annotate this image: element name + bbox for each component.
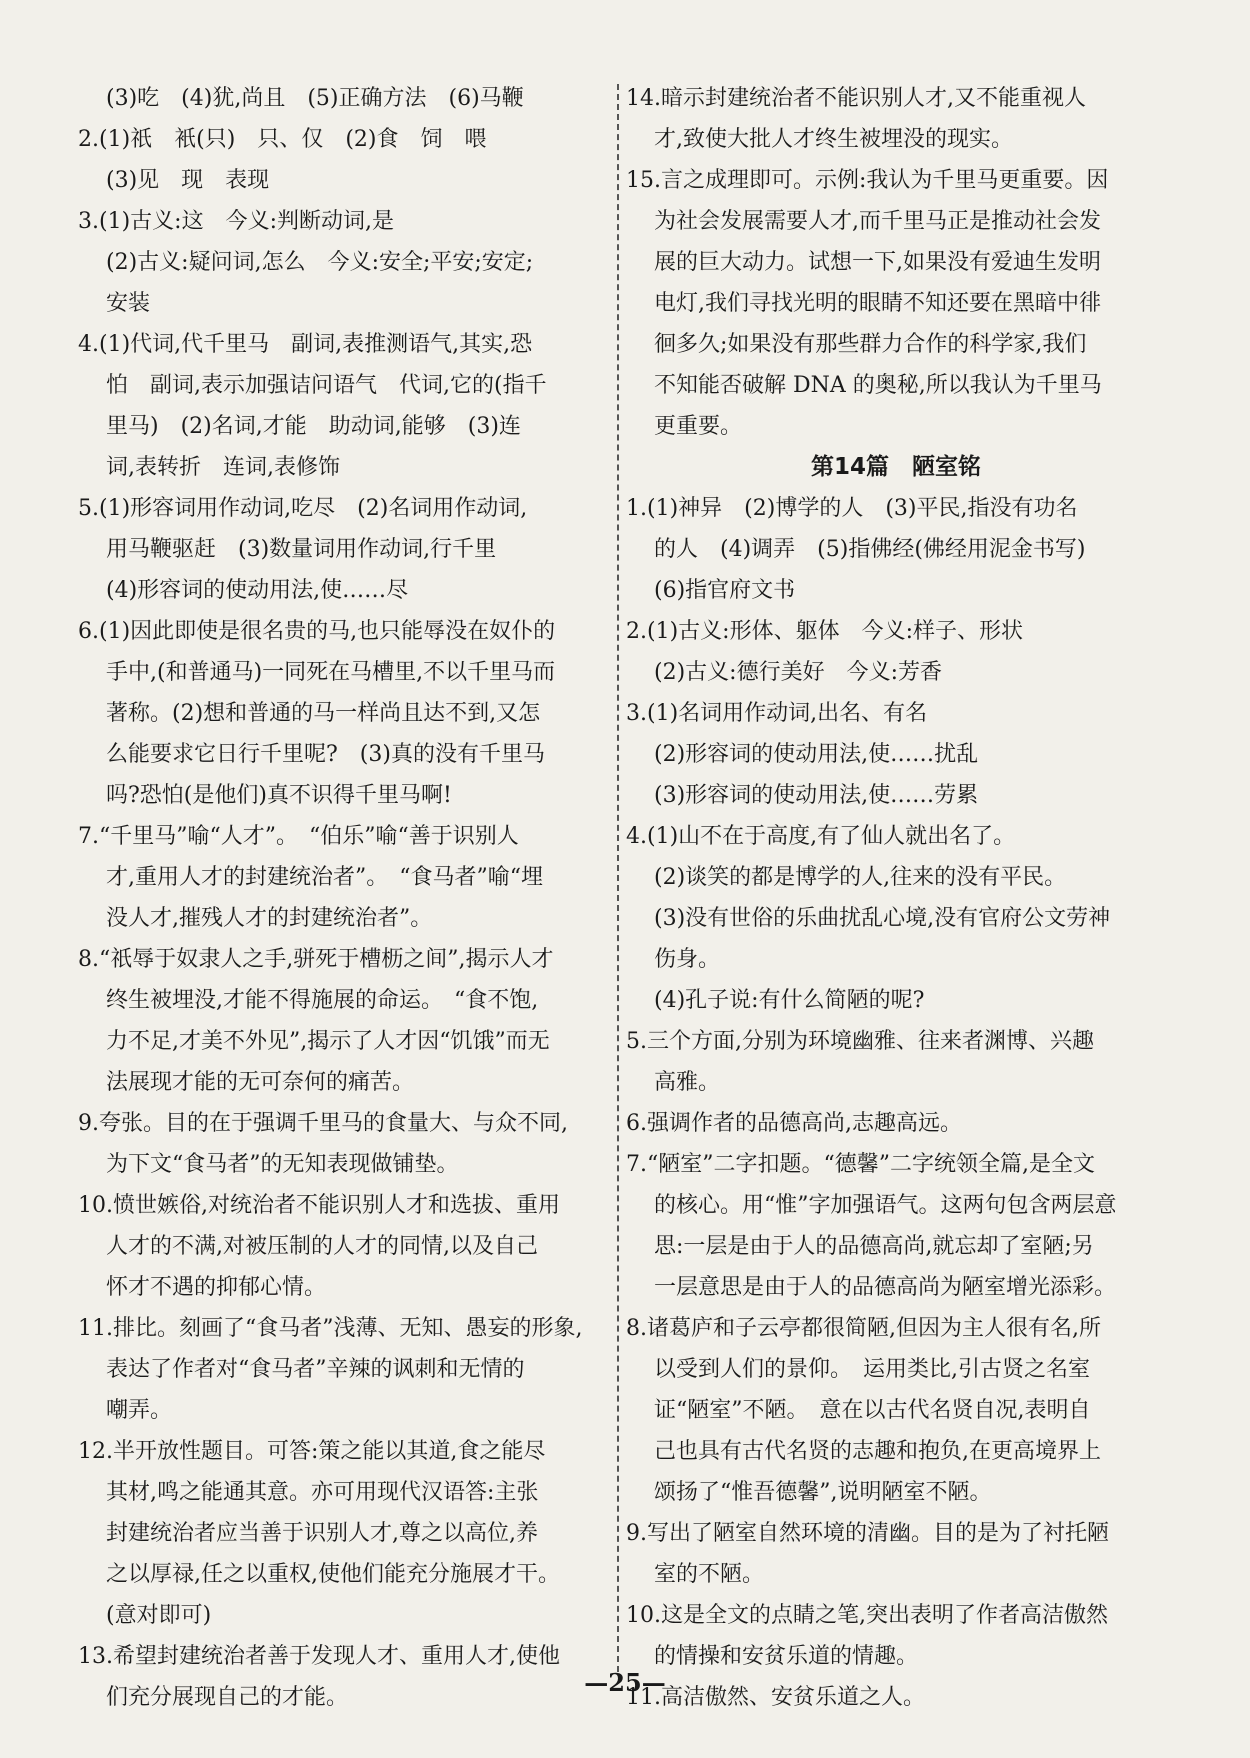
answer-line: 1.(1)神异 (2)博学的人 (3)平民,指没有功名 (626, 496, 1078, 521)
answer-line: (3)没有世俗的乐曲扰乱心境,没有官府公文劳神 (654, 906, 1111, 931)
answer-line: 人才的不满,对被压制的人才的同情,以及自己 (106, 1234, 538, 1259)
answer-line: (2)古义:疑问词,怎么 今义:安全;平安;安定; (106, 250, 534, 275)
answer-line: 室的不陋。 (654, 1562, 765, 1587)
answer-line: 怀才不遇的抑郁心情。 (106, 1275, 327, 1300)
answer-line: 之以厚禄,任之以重权,使他们能充分施展才干。 (106, 1562, 560, 1587)
answer-line: 封建统治者应当善于识别人才,尊之以高位,养 (106, 1521, 538, 1546)
answer-line: 7.“千里马”喻“人才”。 “伯乐”喻“善于识别人 (78, 824, 519, 849)
answer-line: 2.(1)祇 衹(只) 只、仅 (2)食 饲 喂 (78, 127, 487, 152)
answer-line: 伤身。 (654, 947, 721, 972)
page-number: —25— (584, 1668, 666, 1697)
answer-line: 展的巨大动力。试想一下,如果没有爱迪生发明 (654, 250, 1101, 275)
answer-line: 8.诸葛庐和子云亭都很简陋,但因为主人很有名,所 (626, 1316, 1101, 1341)
answer-line: 2.(1)古义:形体、躯体 今义:样子、形状 (626, 619, 1023, 644)
answer-line: 3.(1)古义:这 今义:判断动词,是 (78, 209, 394, 234)
answer-line: 其材,鸣之能通其意。亦可用现代汉语答:主张 (106, 1480, 539, 1505)
answer-line: 15.言之成理即可。示例:我认为千里马更重要。因 (626, 168, 1109, 193)
answer-line: 5.(1)形容词用作动词,吃尽 (2)名词用作动词, (78, 496, 528, 521)
answer-line: (3)形容词的使动用法,使……劳累 (654, 783, 979, 808)
answer-line: (意对即可) (106, 1603, 212, 1628)
answer-line: (4)孔子说:有什么简陋的呢? (654, 988, 925, 1013)
answer-line: 用马鞭驱赶 (3)数量词用作动词,行千里 (106, 537, 497, 562)
answer-line: 电灯,我们寻找光明的眼睛不知还要在黑暗中徘 (654, 291, 1101, 316)
answer-line: (2)古义:德行美好 今义:芳香 (654, 660, 942, 685)
answer-line: 更重要。 (654, 414, 743, 439)
answer-line: 才,致使大批人才终生被埋没的现实。 (654, 127, 1013, 152)
answer-line: 证“陋室”不陋。 意在以古代名贤自况,表明自 (654, 1398, 1091, 1423)
answer-line: 10.愤世嫉俗,对统治者不能识别人才和选拔、重用 (78, 1193, 560, 1218)
answer-line: 不知能否破解 DNA 的奥秘,所以我认为千里马 (654, 373, 1102, 398)
answer-line: 10.这是全文的点睛之笔,突出表明了作者高洁傲然 (626, 1603, 1108, 1628)
answer-line: 以受到人们的景仰。 运用类比,引古贤之名室 (654, 1357, 1090, 1382)
answer-line: 5.三个方面,分别为环境幽雅、往来者渊博、兴趣 (626, 1029, 1094, 1054)
answer-line: 的情操和安贫乐道的情趣。 (654, 1644, 919, 1669)
answer-line: 一层意思是由于人的品德高尚为陋室增光添彩。 (654, 1275, 1117, 1300)
answer-line: 的核心。用“惟”字加强语气。这两句包含两层意 (654, 1193, 1117, 1218)
answer-line: 没人才,摧残人才的封建统治者”。 (106, 906, 433, 931)
answer-line: 著称。(2)想和普通的马一样尚且达不到,又怎 (106, 701, 541, 726)
answer-line: 己也具有古代名贤的志趣和抱负,在更高境界上 (654, 1439, 1101, 1464)
answer-line: 9.夸张。目的在于强调千里马的食量大、与众不同, (78, 1111, 568, 1136)
answer-line: 吗?恐怕(是他们)真不识得千里马啊! (106, 783, 452, 808)
answer-line: 6.强调作者的品德高尚,志趣高远。 (626, 1111, 962, 1136)
answer-line: (2)形容词的使动用法,使……扰乱 (654, 742, 979, 767)
column-divider (617, 84, 619, 1672)
right-column (626, 78, 1166, 1718)
answer-line: 3.(1)名词用作动词,出名、有名 (626, 701, 928, 726)
answer-line: 4.(1)代词,代千里马 副词,表推测语气,其实,恐 (78, 332, 533, 357)
answer-line: 12.半开放性题目。可答:策之能以其道,食之能尽 (78, 1439, 546, 1464)
left-column (78, 78, 614, 1718)
answer-line: 9.写出了陋室自然环境的清幽。目的是为了衬托陋 (626, 1521, 1109, 1546)
answer-line: 力不足,才美不外见”,揭示了人才因“饥饿”而无 (106, 1029, 550, 1054)
answer-line: (2)谈笑的都是博学的人,往来的没有平民。 (654, 865, 1067, 890)
answer-line: 8.“祇辱于奴隶人之手,骈死于槽枥之间”,揭示人才 (78, 947, 554, 972)
answer-line: (3)见 现 表现 (106, 168, 270, 193)
answer-line: 6.(1)因此即使是很名贵的马,也只能辱没在奴仆的 (78, 619, 556, 644)
answer-line: 才,重用人才的封建统治者”。 “食马者”喻“埋 (106, 865, 543, 890)
answer-line: 表达了作者对“食马者”辛辣的讽刺和无情的 (106, 1357, 525, 1382)
answer-line: 的人 (4)调弄 (5)指佛经(佛经用泥金书写) (654, 537, 1086, 562)
answer-line: 徊多久;如果没有那些群力合作的科学家,我们 (654, 332, 1087, 357)
answer-line: (3)吃 (4)犹,尚且 (5)正确方法 (6)马鞭 (106, 86, 524, 111)
answer-line: 11.高洁傲然、安贫乐道之人。 (626, 1685, 925, 1710)
answer-line: 颂扬了“惟吾德馨”,说明陋室不陋。 (654, 1480, 992, 1505)
answer-line: 为社会发展需要人才,而千里马正是推动社会发 (654, 209, 1101, 234)
answer-line: 嘲弄。 (106, 1398, 173, 1423)
answer-line: 们充分展现自己的才能。 (106, 1685, 349, 1710)
answer-line: 13.希望封建统治者善于发现人才、重用人才,使他 (78, 1644, 560, 1669)
answer-line: 4.(1)山不在于高度,有了仙人就出名了。 (626, 824, 1016, 849)
answer-line: 里马) (2)名词,才能 助动词,能够 (3)连 (106, 414, 521, 439)
answer-line: (6)指官府文书 (654, 578, 796, 603)
answer-line: 11.排比。刻画了“食马者”浅薄、无知、愚妄的形象, (78, 1316, 583, 1341)
answer-line: 安装 (106, 291, 151, 316)
answer-line: 思:一层是由于人的品德高尚,就忘却了室陋;另 (654, 1234, 1094, 1259)
answer-line: 词,表转折 连词,表修饰 (106, 455, 340, 480)
answer-line: 么能要求它日行千里呢? (3)真的没有千里马 (106, 742, 545, 767)
answer-line: 14.暗示封建统治者不能识别人才,又不能重视人 (626, 86, 1086, 111)
answer-line: 法展现才能的无可奈何的痛苦。 (106, 1070, 415, 1095)
section-heading: 第14篇 陋室铭 (810, 454, 981, 480)
answer-line: 终生被埋没,才能不得施展的命运。 “食不饱, (106, 988, 539, 1013)
answer-line: 7.“陋室”二字扣题。“德馨”二字统领全篇,是全文 (626, 1152, 1095, 1177)
answer-line: (4)形容词的使动用法,使……尽 (106, 578, 409, 603)
answer-line: 高雅。 (654, 1070, 721, 1095)
answer-line: 怕 副词,表示加强诘问语气 代词,它的(指千 (106, 373, 547, 398)
answer-line: 手中,(和普通马)一同死在马槽里,不以千里马而 (106, 660, 556, 685)
answer-line: 为下文“食马者”的无知表现做铺垫。 (106, 1152, 459, 1177)
